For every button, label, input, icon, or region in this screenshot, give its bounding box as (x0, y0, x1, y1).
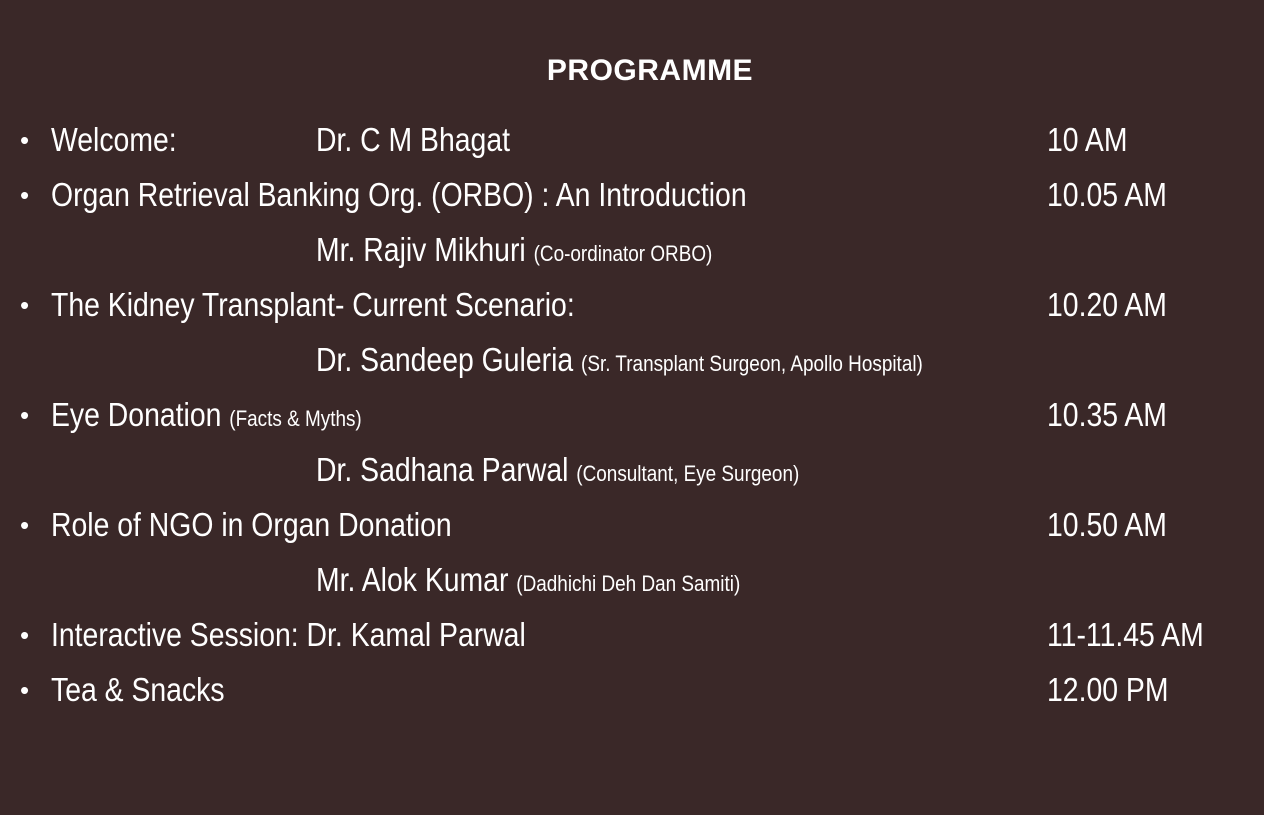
item-speaker-line (316, 225, 712, 279)
item-speaker-note: (Consultant, Eye Surgeon) (576, 461, 800, 486)
item-label: Eye Donation (51, 396, 222, 433)
page-title: PROGRAMME (546, 54, 754, 87)
item-time: 10.20 AM (1047, 286, 1167, 323)
item-label-line (51, 390, 362, 444)
programme-item-kidney-speaker (0, 335, 1264, 385)
bullet-icon: • (20, 510, 30, 540)
item-speaker-line (316, 445, 799, 499)
item-label-note: (Facts & Myths) (229, 406, 362, 431)
item-label: Welcome: (51, 121, 177, 158)
programme-item-kidney (0, 280, 1264, 330)
bullet-icon: • (20, 290, 30, 320)
item-label: Organ Retrieval Banking Org. (ORBO) : An Introduction (51, 176, 747, 213)
programme-item-orbo-speaker (0, 225, 1264, 275)
item-speaker: Mr. Alok Kumar (316, 561, 509, 598)
item-label: The Kidney Transplant- Current Scenario: (51, 286, 575, 323)
programme-item-ngo (0, 500, 1264, 550)
item-speaker: Dr. Sadhana Parwal (316, 451, 569, 488)
programme-item-welcome (0, 115, 1264, 165)
bullet-icon: • (20, 620, 30, 650)
item-speaker-note: (Dadhichi Deh Dan Samiti) (516, 571, 741, 596)
programme-item-orbo (0, 170, 1264, 220)
programme-item-eye-donation-speaker (0, 445, 1264, 495)
bullet-icon: • (20, 675, 30, 705)
item-speaker-note: (Sr. Transplant Surgeon, Apollo Hospital) (581, 351, 923, 376)
item-time: 10.05 AM (1047, 176, 1167, 213)
programme-item-eye-donation (0, 390, 1264, 440)
item-speaker: Dr. C M Bhagat (316, 121, 511, 158)
item-speaker-line (316, 555, 740, 609)
item-time: 12.00 PM (1047, 671, 1169, 708)
item-speaker-note: (Co-ordinator ORBO) (533, 241, 713, 266)
item-label: Tea & Snacks (51, 671, 225, 708)
item-time: 10.50 AM (1047, 506, 1167, 543)
bullet-icon: • (20, 180, 30, 210)
item-time: 10.35 AM (1047, 396, 1167, 433)
programme-item-interactive-session (0, 610, 1264, 660)
programme-item-tea-snacks (0, 665, 1264, 715)
bullet-icon: • (20, 400, 30, 430)
item-label: Role of NGO in Organ Donation (51, 506, 452, 543)
item-label: Interactive Session: Dr. Kamal Parwal (51, 616, 526, 653)
programme-item-ngo-speaker (0, 555, 1264, 605)
item-speaker: Mr. Rajiv Mikhuri (316, 231, 526, 268)
item-speaker-line (316, 335, 923, 389)
item-time: 10 AM (1047, 121, 1128, 158)
bullet-icon: • (20, 125, 30, 155)
item-time: 11-11.45 AM (1047, 616, 1204, 653)
item-speaker: Dr. Sandeep Guleria (316, 341, 574, 378)
